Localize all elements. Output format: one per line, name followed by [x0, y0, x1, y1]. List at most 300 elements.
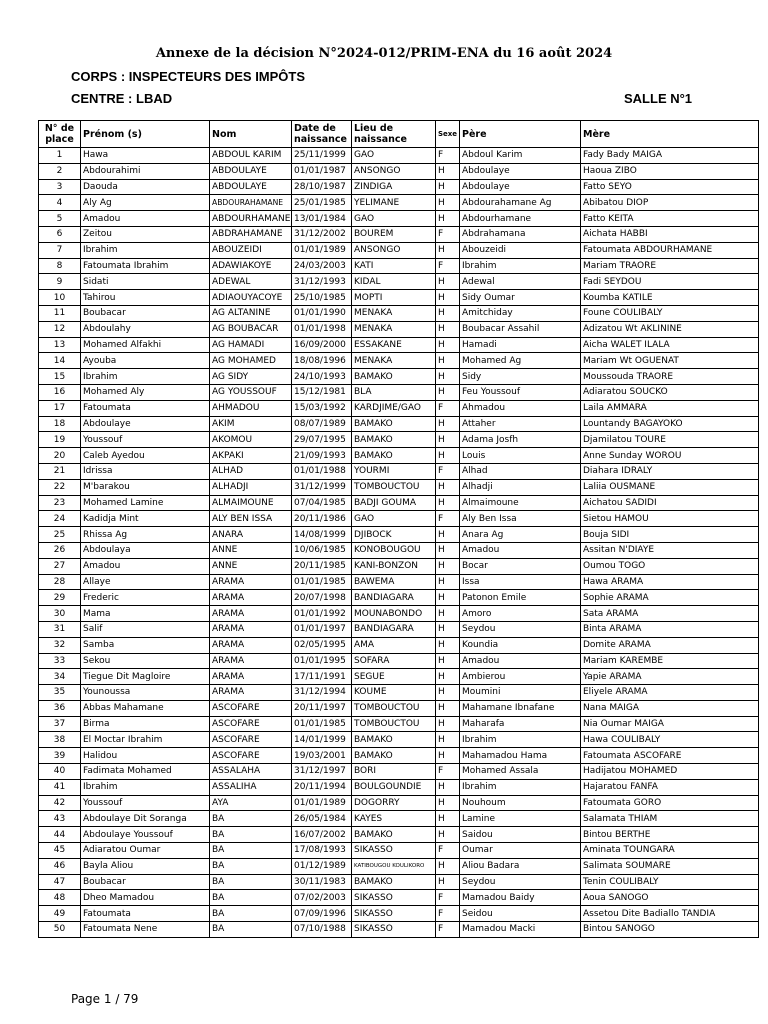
- table-row: [39, 874, 759, 890]
- cell-prenom: Halidou: [81, 748, 210, 764]
- cell-nom: AKIM: [210, 416, 292, 432]
- cell-lieu: MENAKA: [352, 305, 436, 321]
- page-number: Page 1 / 79: [71, 992, 139, 1006]
- cell-date: 07/10/1988: [292, 922, 352, 938]
- cell-prenom: Hawa: [81, 148, 210, 164]
- cell-lieu: BOULGOUNDIE: [352, 779, 436, 795]
- cell-mere: Aichata HABBI: [581, 226, 759, 242]
- col-header-mere: Mère: [581, 121, 759, 148]
- cell-place: 34: [39, 669, 81, 685]
- cell-nom: ASCOFARE: [210, 748, 292, 764]
- cell-nom: ALHADJI: [210, 479, 292, 495]
- cell-pere: Seydou: [460, 874, 581, 890]
- table-row: [39, 211, 759, 227]
- cell-date: 20/11/1997: [292, 700, 352, 716]
- cell-mere: Hajaratou FANFA: [581, 779, 759, 795]
- cell-sexe: F: [436, 400, 460, 416]
- cell-nom: BA: [210, 874, 292, 890]
- cell-lieu: BAMAKO: [352, 369, 436, 385]
- cell-lieu: YELIMANE: [352, 195, 436, 211]
- col-header-date: Date de naissance: [292, 121, 352, 148]
- cell-nom: ANNE: [210, 558, 292, 574]
- cell-lieu: KONOBOUGOU: [352, 542, 436, 558]
- cell-nom: ARAMA: [210, 637, 292, 653]
- cell-nom: BA: [210, 858, 292, 874]
- cell-lieu: TOMBOUCTOU: [352, 716, 436, 732]
- cell-mere: Adiaratou SOUCKO: [581, 384, 759, 400]
- table-row: [39, 843, 759, 859]
- cell-mere: Laila AMMARA: [581, 400, 759, 416]
- cell-date: 01/01/1985: [292, 574, 352, 590]
- cell-mere: Aicha WALET ILALA: [581, 337, 759, 353]
- cell-prenom: Younoussa: [81, 685, 210, 701]
- cell-nom: ALMAIMOUNE: [210, 495, 292, 511]
- cell-nom: BA: [210, 922, 292, 938]
- cell-place: 30: [39, 606, 81, 622]
- cell-nom: ABDOULAYE: [210, 179, 292, 195]
- cell-lieu: YOURMI: [352, 463, 436, 479]
- cell-date: 14/08/1999: [292, 527, 352, 543]
- cell-prenom: Aly Ag: [81, 195, 210, 211]
- cell-lieu: MENAKA: [352, 321, 436, 337]
- cell-nom: ASCOFARE: [210, 700, 292, 716]
- cell-place: 24: [39, 511, 81, 527]
- cell-prenom: Sekou: [81, 653, 210, 669]
- table-row: [39, 337, 759, 353]
- cell-lieu: BAMAKO: [352, 432, 436, 448]
- table-row: [39, 400, 759, 416]
- cell-date: 31/12/1999: [292, 479, 352, 495]
- cell-place: 41: [39, 779, 81, 795]
- cell-mere: Salimata SOUMARE: [581, 858, 759, 874]
- cell-sexe: F: [436, 843, 460, 859]
- cell-mere: Sophie ARAMA: [581, 590, 759, 606]
- cell-place: 13: [39, 337, 81, 353]
- cell-sexe: H: [436, 369, 460, 385]
- col-header-lieu: Lieu de naissance: [352, 121, 436, 148]
- cell-pere: Abouzeidi: [460, 242, 581, 258]
- cell-nom: ADAWIAKOYE: [210, 258, 292, 274]
- cell-mere: Diahara IDRALY: [581, 463, 759, 479]
- cell-lieu: GAO: [352, 211, 436, 227]
- cell-date: 17/11/1991: [292, 669, 352, 685]
- cell-date: 20/11/1985: [292, 558, 352, 574]
- cell-prenom: Fatoumata: [81, 400, 210, 416]
- cell-pere: Abdourhamane: [460, 211, 581, 227]
- table-row: [39, 274, 759, 290]
- cell-sexe: H: [436, 495, 460, 511]
- cell-date: 01/01/1995: [292, 653, 352, 669]
- cell-date: 20/07/1998: [292, 590, 352, 606]
- cell-prenom: Tahirou: [81, 290, 210, 306]
- table-row: [39, 621, 759, 637]
- cell-nom: ASCOFARE: [210, 732, 292, 748]
- cell-sexe: H: [436, 479, 460, 495]
- cell-mere: Fatoumata ASCOFARE: [581, 748, 759, 764]
- cell-mere: Mariam TRAORE: [581, 258, 759, 274]
- cell-place: 1: [39, 148, 81, 164]
- cell-mere: Binta ARAMA: [581, 621, 759, 637]
- cell-prenom: Mama: [81, 606, 210, 622]
- cell-pere: Amadou: [460, 542, 581, 558]
- cell-sexe: H: [436, 353, 460, 369]
- cell-place: 9: [39, 274, 81, 290]
- cell-sexe: F: [436, 148, 460, 164]
- cell-lieu: MOUNABONDO: [352, 606, 436, 622]
- cell-date: 01/01/1998: [292, 321, 352, 337]
- cell-place: 20: [39, 448, 81, 464]
- cell-mere: Hawa COULIBALY: [581, 732, 759, 748]
- cell-date: 29/07/1995: [292, 432, 352, 448]
- cell-mere: Fatto KEITA: [581, 211, 759, 227]
- cell-prenom: Fatoumata: [81, 906, 210, 922]
- cell-prenom: Fatoumata Ibrahim: [81, 258, 210, 274]
- col-header-sexe: Sexe: [436, 121, 460, 148]
- table-row: [39, 432, 759, 448]
- table-row: [39, 590, 759, 606]
- cell-pere: Mahamadou Hama: [460, 748, 581, 764]
- cell-sexe: F: [436, 226, 460, 242]
- cell-sexe: H: [436, 653, 460, 669]
- cell-lieu: DJIBOCK: [352, 527, 436, 543]
- cell-mere: Aichatou SADIDI: [581, 495, 759, 511]
- cell-place: 6: [39, 226, 81, 242]
- cell-date: 07/04/1985: [292, 495, 352, 511]
- cell-mere: Aminata TOUNGARA: [581, 843, 759, 859]
- cell-mere: Oumou TOGO: [581, 558, 759, 574]
- cell-pere: Almaimoune: [460, 495, 581, 511]
- cell-place: 42: [39, 795, 81, 811]
- cell-pere: Ibrahim: [460, 732, 581, 748]
- cell-pere: Abdourahamane Ag: [460, 195, 581, 211]
- cell-pere: Ahmadou: [460, 400, 581, 416]
- cell-sexe: H: [436, 527, 460, 543]
- centre-label: CENTRE : LBAD: [71, 91, 173, 106]
- cell-nom: ADIAOUYACOYE: [210, 290, 292, 306]
- cell-prenom: Youssouf: [81, 432, 210, 448]
- table-row: [39, 242, 759, 258]
- cell-lieu: SIKASSO: [352, 843, 436, 859]
- cell-place: 39: [39, 748, 81, 764]
- cell-pere: Mamadou Baidy: [460, 890, 581, 906]
- cell-date: 25/10/1985: [292, 290, 352, 306]
- cell-nom: AKOMOU: [210, 432, 292, 448]
- table-header-row: [39, 121, 759, 148]
- table-row: [39, 321, 759, 337]
- cell-pere: Alhad: [460, 463, 581, 479]
- cell-place: 44: [39, 827, 81, 843]
- cell-lieu: BANDIAGARA: [352, 590, 436, 606]
- cell-lieu: TOMBOUCTOU: [352, 700, 436, 716]
- cell-lieu: BAMAKO: [352, 827, 436, 843]
- cell-prenom: Ibrahim: [81, 779, 210, 795]
- cell-mere: Anne Sunday WOROU: [581, 448, 759, 464]
- cell-nom: ABDOULAYE: [210, 163, 292, 179]
- cell-date: 13/01/1984: [292, 211, 352, 227]
- table-row: [39, 163, 759, 179]
- cell-pere: Louis: [460, 448, 581, 464]
- cell-lieu: KATIBOUGOU KOULIKORO: [352, 858, 436, 874]
- cell-prenom: Ayouba: [81, 353, 210, 369]
- cell-prenom: Fadimata Mohamed: [81, 764, 210, 780]
- cell-pere: Amitchiday: [460, 305, 581, 321]
- cell-pere: Issa: [460, 574, 581, 590]
- table-row: [39, 495, 759, 511]
- cell-place: 7: [39, 242, 81, 258]
- cell-place: 47: [39, 874, 81, 890]
- cell-mere: Bintou SANOGO: [581, 922, 759, 938]
- cell-lieu: TOMBOUCTOU: [352, 479, 436, 495]
- table-row: [39, 479, 759, 495]
- table-row: [39, 574, 759, 590]
- cell-mere: Bouja SIDI: [581, 527, 759, 543]
- cell-pere: Aly Ben Issa: [460, 511, 581, 527]
- cell-mere: Nana MAIGA: [581, 700, 759, 716]
- cell-place: 35: [39, 685, 81, 701]
- cell-pere: Feu Youssouf: [460, 384, 581, 400]
- cell-nom: ARAMA: [210, 621, 292, 637]
- cell-sexe: H: [436, 321, 460, 337]
- cell-sexe: H: [436, 669, 460, 685]
- cell-sexe: H: [436, 574, 460, 590]
- cell-place: 31: [39, 621, 81, 637]
- cell-prenom: Abdourahimi: [81, 163, 210, 179]
- cell-mere: Foune COULIBALY: [581, 305, 759, 321]
- table-row: [39, 764, 759, 780]
- cell-lieu: SIKASSO: [352, 890, 436, 906]
- table-row: [39, 811, 759, 827]
- cell-mere: Bintou BERTHE: [581, 827, 759, 843]
- cell-prenom: Amadou: [81, 558, 210, 574]
- table-row: [39, 795, 759, 811]
- cell-date: 28/10/1987: [292, 179, 352, 195]
- cell-date: 02/05/1995: [292, 637, 352, 653]
- cell-nom: ANARA: [210, 527, 292, 543]
- cell-place: 16: [39, 384, 81, 400]
- cell-mere: Fatto SEYO: [581, 179, 759, 195]
- cell-place: 38: [39, 732, 81, 748]
- cell-sexe: H: [436, 621, 460, 637]
- salle-label: SALLE N°1: [624, 91, 693, 106]
- cell-nom: ARAMA: [210, 574, 292, 590]
- cell-nom: ALY BEN ISSA: [210, 511, 292, 527]
- cell-sexe: H: [436, 779, 460, 795]
- cell-sexe: F: [436, 258, 460, 274]
- cell-date: 19/03/2001: [292, 748, 352, 764]
- cell-sexe: H: [436, 858, 460, 874]
- table-row: [39, 669, 759, 685]
- cell-prenom: Sidati: [81, 274, 210, 290]
- cell-nom: ARAMA: [210, 653, 292, 669]
- cell-lieu: ANSONGO: [352, 163, 436, 179]
- corps-label: CORPS : INSPECTEURS DES IMPÔTS: [71, 69, 306, 84]
- cell-mere: Mariam KAREMBE: [581, 653, 759, 669]
- cell-lieu: BAMAKO: [352, 874, 436, 890]
- cell-prenom: Fatoumata Nene: [81, 922, 210, 938]
- cell-nom: AG HAMADI: [210, 337, 292, 353]
- cell-nom: ABOUZEIDI: [210, 242, 292, 258]
- cell-place: 50: [39, 922, 81, 938]
- cell-sexe: H: [436, 637, 460, 653]
- cell-nom: BA: [210, 827, 292, 843]
- cell-prenom: Tiegue Dit Magloire: [81, 669, 210, 685]
- cell-pere: Aliou Badara: [460, 858, 581, 874]
- cell-lieu: DOGORRY: [352, 795, 436, 811]
- cell-pere: Seydou: [460, 621, 581, 637]
- cell-place: 45: [39, 843, 81, 859]
- cell-sexe: H: [436, 179, 460, 195]
- cell-mere: Haoua ZIBO: [581, 163, 759, 179]
- cell-prenom: Bayla Aliou: [81, 858, 210, 874]
- cell-date: 20/11/1986: [292, 511, 352, 527]
- cell-date: 15/12/1981: [292, 384, 352, 400]
- cell-prenom: Birma: [81, 716, 210, 732]
- cell-lieu: ANSONGO: [352, 242, 436, 258]
- cell-pere: Anara Ag: [460, 527, 581, 543]
- cell-pere: Moumini: [460, 685, 581, 701]
- cell-date: 14/01/1999: [292, 732, 352, 748]
- cell-prenom: Idrissa: [81, 463, 210, 479]
- cell-lieu: ZINDIGA: [352, 179, 436, 195]
- cell-date: 01/01/1988: [292, 463, 352, 479]
- cell-nom: AG SIDY: [210, 369, 292, 385]
- cell-pere: Abdoulaye: [460, 163, 581, 179]
- cell-sexe: H: [436, 732, 460, 748]
- cell-nom: ARAMA: [210, 606, 292, 622]
- cell-nom: ARAMA: [210, 685, 292, 701]
- cell-pere: Maharafa: [460, 716, 581, 732]
- cell-mere: Nia Oumar MAIGA: [581, 716, 759, 732]
- cell-place: 36: [39, 700, 81, 716]
- cell-sexe: H: [436, 211, 460, 227]
- cell-nom: ALHAD: [210, 463, 292, 479]
- cell-prenom: Salif: [81, 621, 210, 637]
- cell-lieu: SIKASSO: [352, 906, 436, 922]
- cell-nom: ABDRAHAMANE: [210, 226, 292, 242]
- cell-date: 01/01/1990: [292, 305, 352, 321]
- cell-place: 2: [39, 163, 81, 179]
- cell-date: 26/05/1984: [292, 811, 352, 827]
- table-row: [39, 922, 759, 938]
- cell-sexe: H: [436, 416, 460, 432]
- cell-date: 18/08/1996: [292, 353, 352, 369]
- cell-date: 07/02/2003: [292, 890, 352, 906]
- cell-prenom: Abdoulaye Youssouf: [81, 827, 210, 843]
- cell-sexe: H: [436, 874, 460, 890]
- cell-mere: Lountandy BAGAYOKO: [581, 416, 759, 432]
- cell-mere: Yapie ARAMA: [581, 669, 759, 685]
- cell-date: 30/11/1983: [292, 874, 352, 890]
- table-row: [39, 511, 759, 527]
- cell-pere: Saidou: [460, 827, 581, 843]
- table-row: [39, 779, 759, 795]
- cell-nom: ARAMA: [210, 669, 292, 685]
- cell-date: 16/07/2002: [292, 827, 352, 843]
- cell-place: 22: [39, 479, 81, 495]
- table-row: [39, 369, 759, 385]
- cell-prenom: Frederic: [81, 590, 210, 606]
- table-row: [39, 606, 759, 622]
- cell-prenom: Mohamed Aly: [81, 384, 210, 400]
- cell-lieu: ESSAKANE: [352, 337, 436, 353]
- cell-sexe: H: [436, 163, 460, 179]
- cell-place: 3: [39, 179, 81, 195]
- col-header-nom: Nom: [210, 121, 292, 148]
- cell-date: 25/01/1985: [292, 195, 352, 211]
- cell-date: 31/12/1994: [292, 685, 352, 701]
- cell-sexe: H: [436, 827, 460, 843]
- cell-nom: BA: [210, 906, 292, 922]
- table-row: [39, 148, 759, 164]
- candidates-table: [38, 120, 759, 938]
- cell-lieu: SEGUE: [352, 669, 436, 685]
- cell-sexe: H: [436, 606, 460, 622]
- cell-prenom: Kadidja Mint: [81, 511, 210, 527]
- table-row: [39, 637, 759, 653]
- cell-pere: Sidy Oumar: [460, 290, 581, 306]
- cell-date: 21/09/1993: [292, 448, 352, 464]
- cell-lieu: KATI: [352, 258, 436, 274]
- cell-pere: Abdrahamana: [460, 226, 581, 242]
- table-row: [39, 195, 759, 211]
- cell-sexe: H: [436, 748, 460, 764]
- cell-lieu: BAWEMA: [352, 574, 436, 590]
- cell-mere: Fatoumata ABDOURHAMANE: [581, 242, 759, 258]
- cell-pere: Mohamed Ag: [460, 353, 581, 369]
- table-row: [39, 653, 759, 669]
- cell-lieu: KIDAL: [352, 274, 436, 290]
- table-row: [39, 700, 759, 716]
- cell-date: 07/09/1996: [292, 906, 352, 922]
- cell-prenom: Youssouf: [81, 795, 210, 811]
- cell-pere: Attaher: [460, 416, 581, 432]
- cell-prenom: Amadou: [81, 211, 210, 227]
- table-row: [39, 685, 759, 701]
- table-row: [39, 748, 759, 764]
- cell-sexe: H: [436, 384, 460, 400]
- cell-prenom: Abbas Mahamane: [81, 700, 210, 716]
- table-row: [39, 858, 759, 874]
- table-row: [39, 290, 759, 306]
- cell-pere: Oumar: [460, 843, 581, 859]
- cell-prenom: Abdoulahy: [81, 321, 210, 337]
- cell-pere: Mamadou Macki: [460, 922, 581, 938]
- cell-pere: Mohamed Assala: [460, 764, 581, 780]
- cell-place: 21: [39, 463, 81, 479]
- cell-date: 01/01/1989: [292, 242, 352, 258]
- cell-place: 26: [39, 542, 81, 558]
- cell-lieu: GAO: [352, 511, 436, 527]
- cell-sexe: H: [436, 432, 460, 448]
- cell-lieu: AMA: [352, 637, 436, 653]
- cell-date: 31/12/2002: [292, 226, 352, 242]
- cell-place: 10: [39, 290, 81, 306]
- cell-sexe: F: [436, 890, 460, 906]
- cell-sexe: F: [436, 764, 460, 780]
- cell-pere: Seidou: [460, 906, 581, 922]
- cell-mere: Sietou HAMOU: [581, 511, 759, 527]
- cell-sexe: H: [436, 685, 460, 701]
- cell-prenom: M'barakou: [81, 479, 210, 495]
- cell-mere: Mariam Wt OGUENAT: [581, 353, 759, 369]
- col-header-prenom: Prénom (s): [81, 121, 210, 148]
- cell-lieu: MOPTI: [352, 290, 436, 306]
- table-row: [39, 179, 759, 195]
- cell-pere: Ibrahim: [460, 779, 581, 795]
- cell-nom: AG BOUBACAR: [210, 321, 292, 337]
- table-row: [39, 527, 759, 543]
- cell-place: 28: [39, 574, 81, 590]
